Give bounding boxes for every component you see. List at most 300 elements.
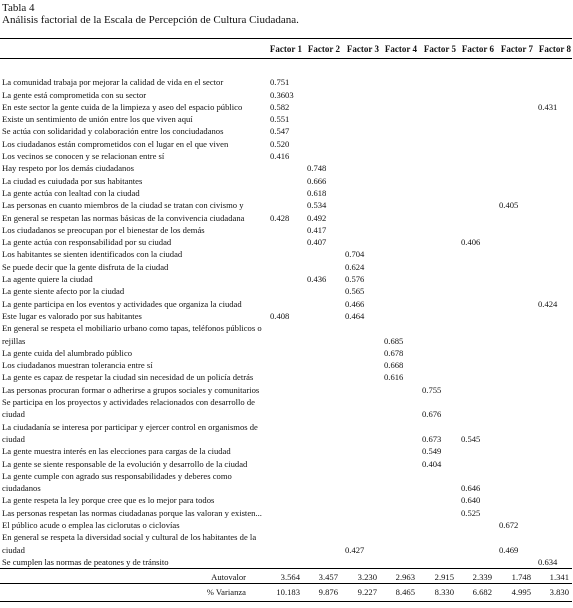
factor-loading-cell: 0.469 bbox=[499, 544, 519, 555]
factor-loading-cell bbox=[534, 494, 572, 506]
factor-loading-cell bbox=[266, 531, 303, 556]
factor-loading-cell bbox=[495, 175, 534, 187]
factor-loading-cell bbox=[495, 187, 534, 199]
summary-value: 9.227 bbox=[341, 584, 380, 601]
factor-loading-cell bbox=[303, 494, 341, 506]
summary-row bbox=[0, 569, 572, 584]
factor-header: Factor 3 bbox=[341, 39, 380, 59]
factor-loading-cell bbox=[418, 101, 457, 113]
factor-loading-cell bbox=[457, 89, 495, 101]
factor-loading-cell bbox=[495, 273, 534, 285]
factor-loading-cell bbox=[418, 470, 457, 495]
summary-value: 9.876 bbox=[303, 584, 341, 601]
table-row bbox=[0, 396, 572, 421]
factor-loading-cell bbox=[457, 445, 495, 457]
factor-loading-cell bbox=[303, 248, 341, 260]
factor-loading-cell bbox=[534, 261, 572, 273]
table-label: Tabla 4 bbox=[2, 2, 35, 14]
item-label: Los ciudadanos están comprometidos con el lugar en el que viven bbox=[2, 138, 229, 149]
factor-loading-cell: 0.428 bbox=[270, 212, 290, 223]
factor-loading-cell bbox=[457, 59, 495, 89]
factor-loading-cell bbox=[341, 556, 380, 569]
table-row bbox=[0, 248, 572, 260]
factor-loading-cell bbox=[380, 138, 418, 150]
factor-loading-cell bbox=[495, 224, 534, 236]
factor-loading-cell bbox=[457, 150, 495, 162]
factor-loading-cell bbox=[418, 273, 457, 285]
table-row bbox=[0, 519, 572, 531]
factor-loading-cell bbox=[341, 212, 380, 224]
item-label: En general se respetan las normas básicas de la convivencia ciudadana bbox=[2, 212, 245, 223]
factor-header: Factor 6 bbox=[457, 39, 495, 59]
factor-loading-cell bbox=[303, 125, 341, 137]
table-row bbox=[0, 150, 572, 162]
factor-loading-cell bbox=[457, 322, 495, 347]
factor-loading-cell bbox=[534, 531, 572, 556]
factor-loading-cell bbox=[534, 113, 572, 125]
factor-loading-cell bbox=[418, 347, 457, 359]
factor-loading-cell: 0.436 bbox=[307, 274, 327, 285]
factor-loading-cell bbox=[534, 445, 572, 457]
factor-loading-cell: 0.545 bbox=[461, 433, 481, 444]
factor-loading-cell: 0.666 bbox=[307, 175, 327, 186]
table-row bbox=[0, 125, 572, 137]
factor-loading-cell bbox=[341, 175, 380, 187]
table-row bbox=[0, 384, 572, 396]
factor-loading-cell bbox=[341, 89, 380, 101]
item-label: La gente actúa con lealtad con la ciudad bbox=[2, 187, 140, 198]
factor-loading-cell bbox=[380, 470, 418, 495]
item-label: Los ciudadanos muestran tolerancia entre sí bbox=[2, 360, 153, 371]
summary-value: 8.330 bbox=[418, 584, 457, 601]
item-label: Las personas procuran formar o adherirse a grupos sociales y comunitarios bbox=[2, 384, 260, 395]
item-label: Se actúa con solidaridad y colaboración entre los conciudadanos bbox=[2, 126, 224, 137]
factor-loading-cell bbox=[418, 359, 457, 371]
factor-loading-cell bbox=[418, 310, 457, 322]
table-row bbox=[0, 187, 572, 199]
factor-loading-cell bbox=[418, 125, 457, 137]
factor-loading-cell: 0.576 bbox=[345, 274, 365, 285]
factor-loading-cell bbox=[418, 150, 457, 162]
factor-loading-cell bbox=[457, 371, 495, 383]
summary-value: 1.341 bbox=[534, 569, 572, 584]
table-row bbox=[0, 261, 572, 273]
factor-loading-cell bbox=[418, 236, 457, 248]
table-row bbox=[0, 224, 572, 236]
item-label: La gente participa en los eventos y actividades que organiza la ciudad bbox=[2, 298, 242, 309]
factor-loading-cell bbox=[303, 298, 341, 310]
factor-loading-cell bbox=[341, 150, 380, 162]
summary-value: 3.457 bbox=[303, 569, 341, 584]
factor-loading-cell bbox=[341, 162, 380, 174]
factor-loading-cell bbox=[380, 125, 418, 137]
item-label: Este lugar es valorado por sus habitantes bbox=[2, 310, 142, 321]
factor-loading-cell bbox=[266, 322, 303, 347]
factor-loading-cell: 0.618 bbox=[307, 187, 327, 198]
factor-loading-cell bbox=[341, 507, 380, 519]
factor-loading-cell bbox=[534, 248, 572, 260]
factor-loading-cell bbox=[341, 113, 380, 125]
factor-loading-cell bbox=[495, 150, 534, 162]
factor-loading-cell bbox=[266, 359, 303, 371]
factor-loading-cell bbox=[303, 507, 341, 519]
item-label: La gente se siente responsable de la evolución y desarrollo de la ciudad bbox=[2, 458, 248, 469]
factor-loading-cell bbox=[341, 322, 380, 347]
factor-loading-cell bbox=[534, 175, 572, 187]
factor-loading-cell bbox=[495, 138, 534, 150]
factor-loading-cell bbox=[341, 199, 380, 211]
factor-loading-cell bbox=[534, 285, 572, 297]
factor-loading-cell: 0.678 bbox=[384, 347, 404, 358]
factor-loading-cell bbox=[534, 470, 572, 495]
factor-loading-cell bbox=[495, 384, 534, 396]
summary-value: 3.564 bbox=[266, 569, 303, 584]
table-row bbox=[0, 359, 572, 371]
factor-header: Factor 1 bbox=[266, 39, 303, 59]
factor-loading-cell bbox=[495, 310, 534, 322]
factor-loading-cell bbox=[534, 310, 572, 322]
factor-loading-cell: 0.616 bbox=[384, 372, 404, 383]
item-label: Los habitantes se sienten identificados con la ciudad bbox=[2, 249, 183, 260]
table-row bbox=[0, 101, 572, 113]
factor-loading-cell bbox=[380, 421, 418, 446]
factor-loading-cell bbox=[534, 212, 572, 224]
factor-loading-cell bbox=[418, 494, 457, 506]
factor-loading-cell bbox=[457, 556, 495, 569]
factor-header: Factor 8 bbox=[534, 39, 572, 59]
item-label: La comunidad trabaja por mejorar la calidad de vida en el sector bbox=[2, 77, 224, 88]
factor-loading-cell bbox=[457, 187, 495, 199]
factor-loading-cell bbox=[495, 125, 534, 137]
factor-loading-cell bbox=[418, 89, 457, 101]
factor-loading-cell bbox=[418, 224, 457, 236]
factor-loading-cell bbox=[341, 125, 380, 137]
factor-loading-cell bbox=[266, 470, 303, 495]
summary-value: 1.748 bbox=[495, 569, 534, 584]
factor-loading-cell bbox=[303, 359, 341, 371]
factor-loading-cell bbox=[303, 371, 341, 383]
factor-loading-cell bbox=[457, 175, 495, 187]
factor-loading-cell bbox=[380, 384, 418, 396]
factor-loading-cell bbox=[380, 556, 418, 569]
table-row bbox=[0, 113, 572, 125]
factor-loading-cell bbox=[266, 396, 303, 421]
factor-loading-cell bbox=[534, 273, 572, 285]
factor-loading-cell bbox=[303, 396, 341, 421]
table-row bbox=[0, 212, 572, 224]
factor-loading-cell bbox=[266, 556, 303, 569]
table-row bbox=[0, 138, 572, 150]
factor-loading-cell bbox=[380, 248, 418, 260]
factor-loading-cell bbox=[303, 138, 341, 150]
factor-loading-cell bbox=[303, 101, 341, 113]
factor-loading-cell bbox=[534, 138, 572, 150]
factor-loading-cell bbox=[380, 298, 418, 310]
factor-loading-cell bbox=[457, 261, 495, 273]
factor-loading-cell: 0.406 bbox=[461, 237, 481, 248]
factor-loading-cell bbox=[534, 371, 572, 383]
factor-loading-cell bbox=[418, 322, 457, 347]
item-label: La gente siente afecto por la ciudad bbox=[2, 286, 125, 297]
factor-loading-cell bbox=[266, 445, 303, 457]
item-label: La agente quiere la ciudad bbox=[2, 274, 93, 285]
factor-loading-cell: 0.3603 bbox=[270, 89, 294, 100]
table-row bbox=[0, 371, 572, 383]
factor-loading-cell bbox=[457, 212, 495, 224]
table-row bbox=[0, 507, 572, 519]
factor-loading-cell: 0.520 bbox=[270, 138, 290, 149]
table-row bbox=[0, 421, 572, 446]
factor-loading-cell bbox=[418, 187, 457, 199]
factor-loading-cell bbox=[341, 384, 380, 396]
factor-loading-cell bbox=[534, 519, 572, 531]
summary-value: 3.830 bbox=[534, 584, 572, 601]
factor-loading-cell bbox=[380, 531, 418, 556]
factor-loading-cell: 0.464 bbox=[345, 310, 365, 321]
factor-loading-cell bbox=[495, 359, 534, 371]
table-row bbox=[0, 285, 572, 297]
factor-loading-cell bbox=[380, 59, 418, 89]
item-label: Los vecinos se conocen y se relacionan entre sí bbox=[2, 151, 165, 162]
factor-loading-cell: 0.404 bbox=[422, 458, 442, 469]
item-label: Existe un sentimiento de unión entre los que viven aquí bbox=[2, 114, 193, 125]
factor-loading-cell bbox=[303, 384, 341, 396]
item-label: La gente cuida del alumbrado público bbox=[2, 347, 133, 358]
factor-loading-cell bbox=[266, 421, 303, 446]
factor-loading-cell bbox=[418, 138, 457, 150]
factor-loading-cell bbox=[495, 445, 534, 457]
factor-loading-cell bbox=[303, 556, 341, 569]
factor-loading-cell: 0.547 bbox=[270, 126, 290, 137]
item-label: Se puede decir que la gente disfruta de la ciudad bbox=[2, 261, 169, 272]
table-row bbox=[0, 445, 572, 457]
table-row bbox=[0, 322, 572, 347]
factor-header: Factor 7 bbox=[495, 39, 534, 59]
factor-loading-cell bbox=[495, 298, 534, 310]
summary-label: % Varianza bbox=[0, 584, 266, 601]
summary-value: 4.995 bbox=[495, 584, 534, 601]
factor-loading-cell bbox=[380, 519, 418, 531]
factor-loading-cell bbox=[341, 236, 380, 248]
factor-loading-cell bbox=[457, 531, 495, 556]
factor-loading-cell: 0.408 bbox=[270, 310, 290, 321]
factor-loading-cell bbox=[380, 458, 418, 470]
factor-loading-cell bbox=[266, 248, 303, 260]
factor-loading-cell bbox=[303, 519, 341, 531]
factor-loading-cell: 0.424 bbox=[538, 298, 558, 309]
factor-loading-cell: 0.685 bbox=[384, 335, 404, 346]
item-label: La gente actúa con responsabilidad por su ciudad bbox=[2, 237, 172, 248]
factor-loading-cell bbox=[534, 384, 572, 396]
factor-loading-cell bbox=[266, 162, 303, 174]
factor-loading-cell bbox=[341, 396, 380, 421]
factor-loading-cell bbox=[534, 359, 572, 371]
factor-loading-cell bbox=[266, 519, 303, 531]
factor-loading-cell: 0.405 bbox=[499, 200, 519, 211]
factor-loading-cell: 0.466 bbox=[345, 298, 365, 309]
factor-loading-cell bbox=[380, 494, 418, 506]
factor-loading-cell bbox=[457, 199, 495, 211]
item-label: En general se respeta la diversidad social y cultural de los habitantes de la ciudad bbox=[2, 532, 257, 555]
factor-loading-cell bbox=[303, 310, 341, 322]
factor-loading-cell bbox=[418, 162, 457, 174]
factor-loading-cell bbox=[495, 261, 534, 273]
factor-loading-cell bbox=[495, 347, 534, 359]
factor-loading-cell bbox=[341, 470, 380, 495]
factor-loading-cell: 0.582 bbox=[270, 101, 290, 112]
factor-loading-cell bbox=[380, 101, 418, 113]
summary-value: 6.682 bbox=[457, 584, 495, 601]
summary-label: Autovalor bbox=[0, 569, 266, 584]
factor-loading-cell bbox=[457, 125, 495, 137]
factor-loading-cell bbox=[303, 89, 341, 101]
factor-loading-cell bbox=[418, 113, 457, 125]
factor-loading-cell bbox=[341, 494, 380, 506]
factor-loading-cell bbox=[266, 371, 303, 383]
factor-loading-cell bbox=[303, 322, 341, 347]
factor-loading-cell: 0.673 bbox=[422, 433, 442, 444]
factor-loading-cell bbox=[266, 285, 303, 297]
factor-loading-cell bbox=[303, 113, 341, 125]
factor-loading-cell bbox=[380, 285, 418, 297]
factor-loading-cell bbox=[341, 359, 380, 371]
item-label: Las personas en cuanto miembros de la ciudad se tratan con civismo y bbox=[2, 200, 244, 211]
factor-loading-cell bbox=[341, 224, 380, 236]
factor-loading-cell bbox=[418, 556, 457, 569]
table-row bbox=[0, 199, 572, 211]
factor-loading-cell: 0.676 bbox=[422, 409, 442, 420]
factor-loading-cell bbox=[534, 396, 572, 421]
factor-loading-cell bbox=[495, 89, 534, 101]
factor-loading-cell bbox=[457, 248, 495, 260]
factor-loading-cell bbox=[303, 445, 341, 457]
factor-loading-cell bbox=[534, 89, 572, 101]
factor-loading-cell bbox=[341, 421, 380, 446]
factor-loading-cell: 0.640 bbox=[461, 495, 481, 506]
item-label: Los ciudadanos se preocupan por el bienestar de los demás bbox=[2, 224, 205, 235]
summary-row bbox=[0, 584, 572, 601]
factor-loading-cell bbox=[418, 298, 457, 310]
factor-header: Factor 2 bbox=[303, 39, 341, 59]
factor-loading-cell bbox=[457, 162, 495, 174]
factor-loading-cell bbox=[380, 212, 418, 224]
factor-loading-cell bbox=[266, 199, 303, 211]
table-row bbox=[0, 175, 572, 187]
factor-loading-cell: 0.704 bbox=[345, 249, 365, 260]
table-caption bbox=[2, 2, 299, 26]
factor-loading-cell bbox=[457, 519, 495, 531]
factor-loading-cell bbox=[495, 285, 534, 297]
factor-loading-cell bbox=[380, 150, 418, 162]
factor-loading-cell bbox=[303, 347, 341, 359]
summary-value: 8.465 bbox=[380, 584, 418, 601]
header-row bbox=[0, 39, 572, 59]
factor-loading-cell bbox=[534, 236, 572, 248]
table-row bbox=[0, 494, 572, 506]
item-label: El público acude o emplea las ciclorutas o ciclovías bbox=[2, 519, 180, 530]
factor-loading-cell bbox=[303, 531, 341, 556]
factor-loading-cell bbox=[341, 59, 380, 89]
factor-loading-cell: 0.416 bbox=[270, 151, 290, 162]
item-label: La gente cumple con agrado sus responsabilidades y deberes como ciudadanos bbox=[2, 470, 232, 494]
factor-loading-cell bbox=[534, 322, 572, 347]
item-label: La gente muestra interés en las elecciones para cargas de la ciudad bbox=[2, 446, 231, 457]
factor-loading-cell: 0.431 bbox=[538, 101, 558, 112]
factor-loading-cell bbox=[380, 175, 418, 187]
factor-loading-cell bbox=[266, 494, 303, 506]
factor-loading-cell bbox=[418, 285, 457, 297]
factor-loading-cell bbox=[380, 445, 418, 457]
factor-loading-cell bbox=[303, 470, 341, 495]
factor-loading-cell bbox=[457, 458, 495, 470]
factor-loading-cell bbox=[495, 59, 534, 89]
summary-value: 2.915 bbox=[418, 569, 457, 584]
factor-loading-cell bbox=[380, 236, 418, 248]
factor-loading-cell bbox=[266, 261, 303, 273]
factor-loading-cell bbox=[418, 371, 457, 383]
factor-loading-cell bbox=[303, 285, 341, 297]
factor-loading-cell bbox=[380, 113, 418, 125]
factor-loading-cell bbox=[418, 261, 457, 273]
factor-loading-cell bbox=[418, 531, 457, 556]
factor-loading-cell: 0.751 bbox=[270, 77, 290, 88]
table-row bbox=[0, 162, 572, 174]
factor-loading-cell bbox=[341, 519, 380, 531]
factor-loading-cell bbox=[457, 298, 495, 310]
factor-loading-cell bbox=[341, 347, 380, 359]
summary-value: 2.963 bbox=[380, 569, 418, 584]
table-row bbox=[0, 298, 572, 310]
factor-loading-cell: 0.525 bbox=[461, 507, 481, 518]
factor-loading-cell bbox=[495, 494, 534, 506]
factor-loading-cell bbox=[457, 273, 495, 285]
factor-loading-cell bbox=[341, 445, 380, 457]
factor-loading-cell bbox=[303, 150, 341, 162]
item-label: En general se respeta el mobiliario urbano como tapas, teléfonos públicos o rejillas bbox=[2, 323, 262, 346]
factor-loading-cell: 0.748 bbox=[307, 163, 327, 174]
item-label: La ciudad es cuiudada por sus habitantes bbox=[2, 175, 143, 186]
item-label: La ciudadanía se interesa por participar y ejercer control en organismos de ciudad bbox=[2, 421, 258, 444]
factor-loading-cell bbox=[495, 101, 534, 113]
factor-loading-cell bbox=[457, 224, 495, 236]
table-title: Análisis factorial de la Escala de Percepción de Cultura Ciudadana. bbox=[2, 14, 299, 26]
factor-loading-cell bbox=[266, 175, 303, 187]
table-row bbox=[0, 273, 572, 285]
factor-loading-cell bbox=[380, 89, 418, 101]
table-row bbox=[0, 89, 572, 101]
factor-loading-cell bbox=[457, 310, 495, 322]
factor-loading-cell bbox=[341, 187, 380, 199]
factor-loading-cell bbox=[303, 261, 341, 273]
factor-loading-cell bbox=[380, 273, 418, 285]
factor-loading-cell bbox=[266, 224, 303, 236]
factor-loading-cell bbox=[457, 396, 495, 421]
factor-loading-cell bbox=[534, 458, 572, 470]
factor-loading-cell bbox=[418, 248, 457, 260]
factor-loading-cell bbox=[495, 322, 534, 347]
factor-loading-cell: 0.427 bbox=[345, 544, 365, 555]
factor-loading-cell bbox=[457, 285, 495, 297]
factor-loading-cell bbox=[495, 421, 534, 446]
factor-loading-cell bbox=[495, 470, 534, 495]
factor-loading-cell bbox=[380, 187, 418, 199]
factor-loading-cell: 0.492 bbox=[307, 212, 327, 223]
factor-loading-cell bbox=[380, 199, 418, 211]
factor-loading-cell bbox=[495, 371, 534, 383]
factor-loading-cell bbox=[303, 458, 341, 470]
factor-loading-cell bbox=[495, 236, 534, 248]
factor-loading-cell bbox=[341, 138, 380, 150]
